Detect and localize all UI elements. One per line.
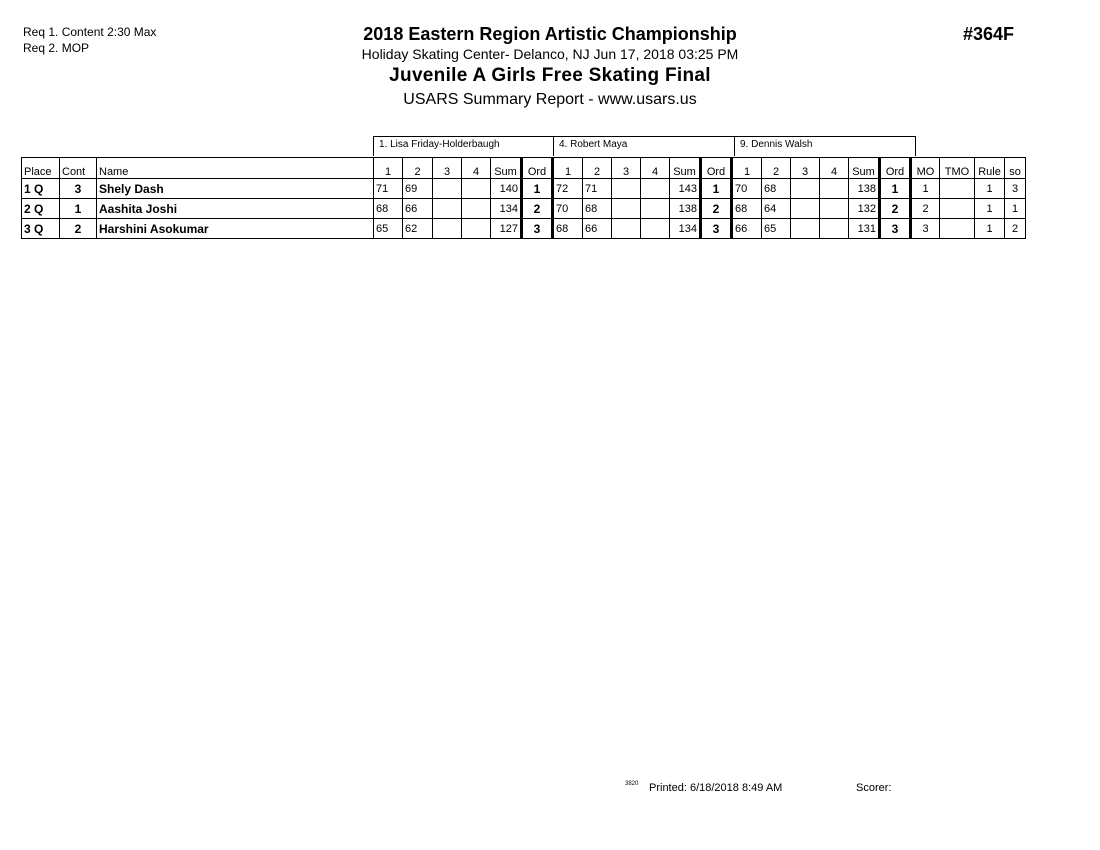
j3-score-4 [820,219,849,239]
j2-score-2: 66 [583,219,612,239]
j3-score-3 [791,219,820,239]
results-table [21,157,1026,239]
name-cell: Harshini Asokumar [97,219,374,239]
place-cell: 1 Q [22,179,60,199]
j3-score-2: 64 [762,199,791,219]
name-cell: Aashita Joshi [97,199,374,219]
col-j3-2: 2 [762,158,791,179]
table-row [22,199,1026,219]
col-j2-2: 2 [583,158,612,179]
j1-ord: 1 [522,179,553,199]
col-j2-1: 1 [553,158,583,179]
j3-ord: 1 [880,179,911,199]
j3-score-2: 65 [762,219,791,239]
col-j3-3: 3 [791,158,820,179]
col-j2-sum: Sum [670,158,701,179]
j3-score-1: 66 [732,219,762,239]
j2-sum: 138 [670,199,701,219]
j3-sum: 138 [849,179,880,199]
col-j1-3: 3 [433,158,462,179]
col-rule: Rule [975,158,1005,179]
col-j2-4: 4 [641,158,670,179]
tmo-cell [940,179,975,199]
j1-ord: 3 [522,219,553,239]
requirement-1-text: Content 2:30 Max [61,25,157,39]
j2-score-1: 68 [553,219,583,239]
j2-score-1: 72 [553,179,583,199]
scorer-label: Scorer: [856,782,892,794]
col-tmo: TMO [940,158,975,179]
location-line: Holiday Skating Center- Delanco, NJ Jun 17, 2018 03:25 PM [361,46,739,62]
j2-score-1: 70 [553,199,583,219]
j2-score-2: 71 [583,179,612,199]
j1-score-1: 65 [374,219,403,239]
j2-score-4 [641,179,670,199]
cont-cell: 1 [60,199,97,219]
col-j2-3: 3 [612,158,641,179]
j2-ord: 3 [701,219,732,239]
j2-score-3 [612,199,641,219]
requirement-2-text: MOP [61,41,90,55]
name-cell: Shely Dash [97,179,374,199]
printed-timestamp: Printed: 6/18/2018 8:49 AM [649,782,783,794]
cont-cell: 2 [60,219,97,239]
col-cont: Cont [60,158,97,179]
col-mo: MO [911,158,940,179]
rule-cell: 1 [975,179,1005,199]
requirement-2-label: Req 2. [23,41,59,55]
j1-score-4 [462,219,491,239]
j3-score-1: 68 [732,199,762,219]
j1-score-2: 66 [403,199,433,219]
j3-score-3 [791,199,820,219]
j3-ord: 2 [880,199,911,219]
tmo-cell [940,219,975,239]
col-j1-ord: Ord [522,158,553,179]
j1-sum: 127 [491,219,522,239]
table-row [22,179,1026,199]
j3-sum: 132 [849,199,880,219]
col-j1-2: 2 [403,158,433,179]
col-j3-ord: Ord [880,158,911,179]
col-j1-1: 1 [374,158,403,179]
j1-ord: 2 [522,199,553,219]
j2-ord: 2 [701,199,732,219]
requirement-1-label: Req 1. [23,25,59,39]
j1-score-3 [433,219,462,239]
mo-cell: 2 [911,199,940,219]
col-j2-ord: Ord [701,158,732,179]
j2-ord: 1 [701,179,732,199]
j2-score-2: 68 [583,199,612,219]
j1-score-1: 71 [374,179,403,199]
j3-score-4 [820,199,849,219]
cont-cell: 3 [60,179,97,199]
j1-score-4 [462,199,491,219]
so-cell: 1 [1005,199,1026,219]
j2-score-3 [612,219,641,239]
j3-ord: 3 [880,219,911,239]
championship-title: 2018 Eastern Region Artistic Championship [363,24,737,44]
event-name: Juvenile A Girls Free Skating Final [389,65,711,86]
j1-score-1: 68 [374,199,403,219]
j3-score-3 [791,179,820,199]
j3-sum: 131 [849,219,880,239]
judge-header-1: 1. Lisa Friday-Holderbaugh [373,136,554,156]
j3-score-2: 68 [762,179,791,199]
rule-cell: 1 [975,199,1005,219]
j3-score-1: 70 [732,179,762,199]
mo-cell: 1 [911,179,940,199]
so-cell: 2 [1005,219,1026,239]
j2-sum: 143 [670,179,701,199]
j1-score-4 [462,179,491,199]
col-j1-sum: Sum [491,158,522,179]
j1-score-2: 62 [403,219,433,239]
j1-sum: 140 [491,179,522,199]
report-line: USARS Summary Report - www.usars.us [403,91,697,108]
j1-sum: 134 [491,199,522,219]
j3-score-4 [820,179,849,199]
j2-sum: 134 [670,219,701,239]
j2-score-3 [612,179,641,199]
judge-header-3: 9. Dennis Walsh [734,136,916,156]
col-j3-1: 1 [732,158,762,179]
j1-score-3 [433,179,462,199]
place-cell: 2 Q [22,199,60,219]
j2-score-4 [641,219,670,239]
j1-score-2: 69 [403,179,433,199]
place-cell: 3 Q [22,219,60,239]
col-so: so [1005,158,1026,179]
judge-header-2: 4. Robert Maya [553,136,735,156]
table-row [22,219,1026,239]
col-j3-4: 4 [820,158,849,179]
j2-score-4 [641,199,670,219]
mo-cell: 3 [911,219,940,239]
col-j1-4: 4 [462,158,491,179]
so-cell: 3 [1005,179,1026,199]
col-place: Place [22,158,60,179]
event-number: #364F [963,24,1015,44]
tmo-cell [940,199,975,219]
footer-code: 3820 [625,781,639,787]
header-row [22,158,1026,179]
col-j3-sum: Sum [849,158,880,179]
rule-cell: 1 [975,219,1005,239]
col-name: Name [97,158,374,179]
j1-score-3 [433,199,462,219]
